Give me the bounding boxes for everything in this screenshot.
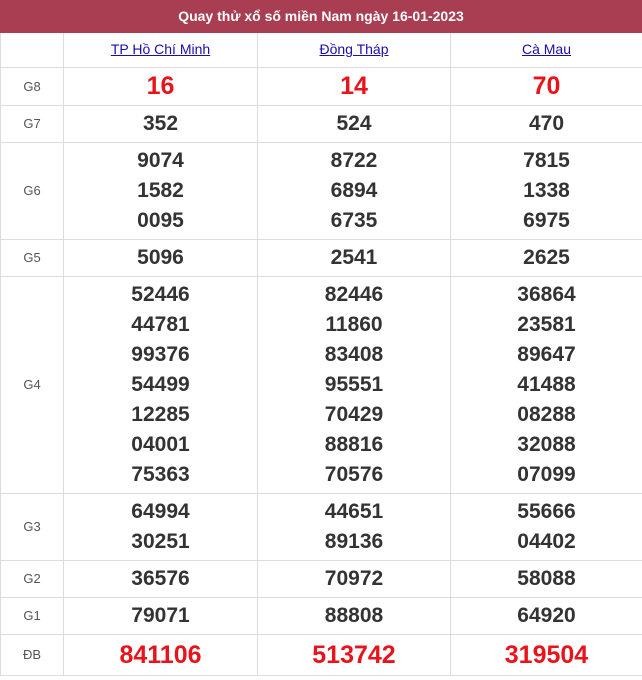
prize-cell — [451, 239, 642, 276]
prize-cell — [451, 142, 642, 239]
prize-row — [1, 634, 642, 675]
result-number: 64994 — [131, 499, 190, 523]
result-number: 5096 — [137, 245, 184, 269]
result-number: 2541 — [330, 245, 378, 269]
prize-cell — [258, 239, 451, 276]
result-number: 12285 — [131, 402, 190, 426]
prize-label: G4 — [1, 276, 64, 493]
prize-row — [1, 493, 642, 560]
province-link-ca-mau[interactable]: Cà Mau — [521, 40, 572, 57]
result-number: 36576 — [131, 566, 190, 590]
prize-cell — [451, 276, 642, 493]
result-number: 79071 — [131, 603, 190, 627]
prize-cell — [258, 493, 451, 560]
prize-cell — [64, 493, 258, 560]
prize-row — [1, 67, 642, 105]
prize-label: G5 — [1, 239, 64, 276]
result-number: 16 — [146, 72, 175, 100]
prize-label: ĐB — [1, 634, 64, 675]
results-body — [1, 67, 642, 675]
result-number: 07099 — [517, 462, 576, 486]
prize-column-header — [1, 33, 64, 67]
result-number: 41488 — [517, 372, 576, 396]
result-number: 9074 — [137, 148, 184, 172]
result-number: 841106 — [119, 640, 202, 669]
prize-cell — [258, 634, 451, 675]
prize-cell — [258, 560, 451, 597]
result-number: 11860 — [325, 312, 383, 336]
prize-label: G3 — [1, 493, 64, 560]
prize-cell — [258, 67, 451, 105]
prize-cell — [64, 142, 258, 239]
result-number: 52446 — [131, 282, 190, 306]
result-number: 7815 — [523, 148, 570, 172]
prize-cell — [258, 597, 451, 634]
prize-cell — [451, 105, 642, 142]
page-title: Quay thử xổ số miền Nam ngày 16-01-2023 — [0, 0, 642, 33]
result-number: 70972 — [324, 566, 384, 590]
prize-row — [1, 597, 642, 634]
prize-cell — [258, 276, 451, 493]
result-number: 352 — [142, 111, 179, 135]
result-number: 44781 — [131, 312, 190, 336]
prize-cell — [64, 239, 258, 276]
result-number: 54499 — [131, 372, 190, 396]
result-number: 89647 — [517, 342, 576, 366]
province-header — [64, 33, 258, 67]
result-number: 1582 — [137, 178, 184, 202]
prize-cell — [258, 142, 451, 239]
prize-row — [1, 276, 642, 493]
result-number: 64920 — [517, 603, 576, 627]
prize-label: G8 — [1, 67, 64, 105]
result-number: 513742 — [312, 640, 396, 669]
result-number: 8722 — [330, 148, 378, 172]
result-number: 82446 — [324, 282, 384, 306]
province-header-row — [1, 33, 642, 67]
prize-cell — [64, 105, 258, 142]
result-number: 23581 — [517, 312, 576, 336]
prize-row — [1, 105, 642, 142]
result-number: 95551 — [324, 372, 384, 396]
prize-cell — [451, 67, 642, 105]
prize-label: G2 — [1, 560, 64, 597]
result-number: 55666 — [517, 499, 576, 523]
result-number: 44651 — [324, 499, 384, 523]
result-number: 75363 — [131, 462, 190, 486]
result-number: 89136 — [324, 529, 384, 553]
prize-row — [1, 239, 642, 276]
result-number: 88808 — [324, 603, 384, 627]
prize-row — [1, 560, 642, 597]
result-number: 88816 — [324, 432, 384, 456]
result-number: 70 — [532, 72, 561, 100]
prize-cell — [451, 597, 642, 634]
result-number: 0095 — [137, 208, 184, 232]
prize-label: G1 — [1, 597, 64, 634]
result-number: 04402 — [517, 529, 576, 553]
prize-cell — [64, 276, 258, 493]
prize-cell — [64, 597, 258, 634]
result-number: 70576 — [324, 462, 384, 486]
prize-cell — [64, 634, 258, 675]
prize-row — [1, 142, 642, 239]
province-link-dong-thap[interactable]: Đồng Tháp — [319, 40, 389, 57]
result-number: 70429 — [324, 402, 384, 426]
province-header — [451, 33, 642, 67]
result-number: 14 — [340, 72, 368, 100]
prize-cell — [258, 105, 451, 142]
result-number: 2625 — [523, 245, 570, 269]
prize-cell — [64, 67, 258, 105]
result-number: 04001 — [131, 432, 190, 456]
result-number: 30251 — [131, 529, 190, 553]
province-link-ho-chi-minh[interactable]: TP Hồ Chí Minh — [110, 40, 211, 57]
province-header — [258, 33, 451, 67]
result-number: 6975 — [523, 208, 570, 232]
result-number: 319504 — [504, 640, 589, 669]
result-number: 58088 — [517, 566, 576, 590]
prize-label: G7 — [1, 105, 64, 142]
result-number: 83408 — [324, 342, 384, 366]
result-number: 36864 — [517, 282, 576, 306]
result-number: 6894 — [330, 178, 378, 202]
result-number: 32088 — [517, 432, 576, 456]
result-number: 1338 — [523, 178, 570, 202]
result-number: 6735 — [330, 208, 378, 232]
results-table — [0, 33, 642, 676]
result-number: 99376 — [131, 342, 190, 366]
prize-label: G6 — [1, 142, 64, 239]
result-number: 524 — [336, 111, 372, 135]
prize-cell — [451, 634, 642, 675]
prize-cell — [451, 493, 642, 560]
prize-cell — [451, 560, 642, 597]
result-number: 470 — [528, 111, 565, 135]
prize-cell — [64, 560, 258, 597]
result-number: 08288 — [517, 402, 576, 426]
